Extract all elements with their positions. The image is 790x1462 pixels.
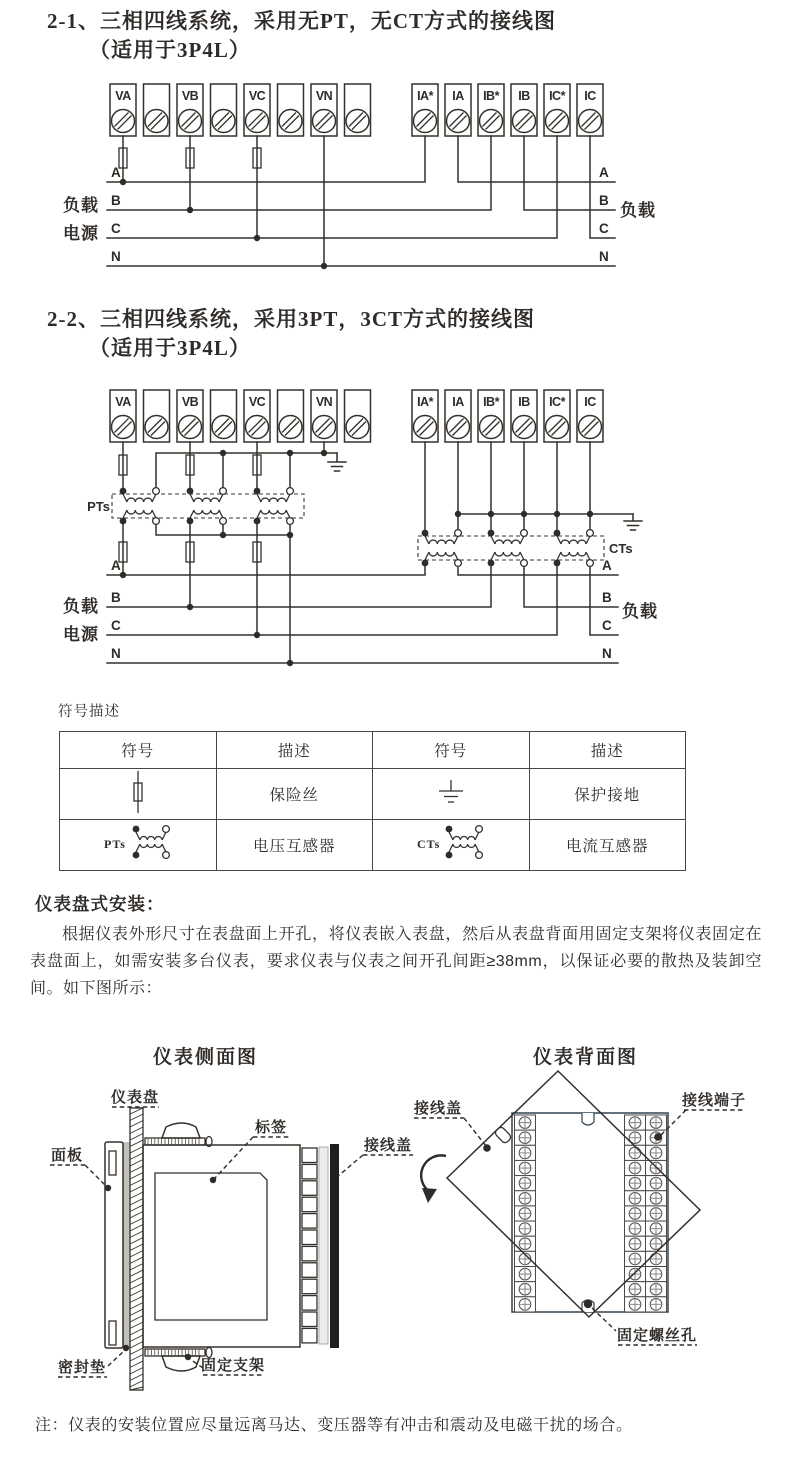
terminal-block-callout: 接线端子 [681,1092,747,1109]
table-row [60,820,686,871]
terminal-label: VC [248,395,266,409]
top-notch [582,1113,594,1125]
diagram1-wiring [107,136,615,266]
diagram2-junction-dots [120,450,593,666]
junction-dot [220,532,226,538]
section-2-2-title-line: 2-2、三相四线系统，采用3PT，3CT方式的接线图 [47,307,535,331]
ct-desc: 电流互感器 [529,820,686,871]
callout-dot [483,1144,491,1152]
terminal-block-cells [302,1148,317,1343]
terminal-screw-icon [179,416,202,439]
terminal-label: IA* [417,89,433,103]
terminal-screw-icon [480,110,503,133]
sticker-callout: 标签 [254,1119,288,1136]
panel-callout: 仪表盘 [110,1089,160,1106]
bracket-callout: 固定支架 [200,1357,266,1374]
phase-label-c-left: C [111,221,121,236]
diagram2-labels [63,499,658,661]
terminal-screw-icon [112,110,135,133]
col-symbol: 符号 [373,732,530,769]
terminal-screw-icon [279,416,302,439]
polarity-dot [254,488,261,495]
gasket-strip [123,1142,130,1348]
terminal-cell [302,1312,317,1327]
polarity-dot [132,851,139,858]
ct-symbol-label: CTs [416,836,440,851]
panel-hatch-lines [130,1108,143,1390]
bracket-clamp-bottom [162,1356,200,1371]
symbol-table [59,731,686,871]
fuse-symbol-cell [60,769,217,820]
rotate-arrowhead [422,1188,437,1203]
terminal-cover-callout: 接线盖 [363,1137,413,1154]
pt-icon [102,823,174,863]
bracket-clamp-top [162,1123,200,1138]
phase-label-c-right: C [602,618,612,633]
terminal-label: IA [452,89,464,103]
ct-symbol-cell [373,820,530,871]
polarity-dot [488,560,495,567]
junction-dot [521,511,527,517]
terminal-screw-icon [346,416,369,439]
terminal-screw-icon [579,110,602,133]
polarity-dot [422,530,429,537]
terminal-cover-callout: 接线盖 [413,1100,463,1117]
wire-phase-b-source [107,566,491,607]
callout-leader [50,1165,106,1186]
junction-dot [321,450,327,456]
terminal-label: IC [584,89,596,103]
callout-dot [654,1133,662,1141]
terminal-label: VC [248,89,266,103]
ground-desc: 保护接地 [529,769,686,820]
junction-dot [455,511,461,517]
junction-dot [220,450,226,456]
mounting-panel [130,1108,143,1390]
load-label-left: 负载 [63,196,99,215]
polarity-dot [422,560,429,567]
terminal-screw-icon [212,110,235,133]
polarity-dot [554,530,561,537]
pt-symbol [254,488,294,525]
source-label-left: 电源 [63,224,99,243]
wire-phase-a-load [458,136,615,182]
top-fixing-screw [145,1123,212,1147]
terminal-screw-icon [414,110,437,133]
polarity-dot [187,488,194,495]
sticker-area [155,1173,267,1320]
diagram2-pt-wiring [112,442,346,663]
terminal-cell [302,1181,317,1196]
phase-label-n-left: N [111,646,121,661]
wire-phase-b-source [107,136,491,210]
terminal-screw-icon [313,110,336,133]
wire-phase-a-source [107,566,425,575]
diagram1-terminal-strip [110,84,603,136]
ct-symbol [488,530,528,567]
gasket-callout: 密封垫 [57,1359,107,1376]
junction-dot [254,632,260,638]
polarity-dot [254,518,261,525]
callout-leader [337,1155,413,1177]
callout-leader [661,1110,745,1135]
diagram2-phase-lines [107,566,618,663]
pt-symbol-label: PTs [103,836,126,851]
wire-phase-a-source [107,136,425,182]
polarity-dot [120,488,127,495]
terminal-label: IA* [417,395,433,409]
phase-label-c-right: C [599,221,609,236]
back-view-figure [413,1071,746,1345]
phase-label-n-left: N [111,249,121,264]
terminal-label: IB* [483,395,499,409]
terminal-screw-icon [513,416,536,439]
junction-dot [120,179,126,185]
load-label-left: 负载 [63,597,99,616]
polarity-dot [445,825,452,832]
screw-hole-callout: 固定螺丝孔 [616,1327,698,1344]
callout-leader [414,1118,486,1146]
terminal-cell [302,1328,317,1343]
pt-desc: 电压互感器 [216,820,373,871]
terminal-screw-icon [112,416,135,439]
ct-icon [415,823,487,863]
bottom-note: 注：仪表的安装位置应尽量远离马达、变压器等有冲击和震动及电磁干扰的场合。 [35,1417,633,1434]
diagram1-junction-dots [120,179,327,269]
pt-symbol [132,825,169,858]
terminal-screw-icon [145,416,168,439]
phase-label-a-left: A [111,558,121,573]
terminal-label: VN [315,89,333,103]
diagram2-terminal-strip [110,390,603,442]
bezel-clip-top [109,1151,116,1175]
callout-dot [105,1185,111,1191]
ground-symbol-cell [373,769,530,820]
terminal-cover-bar [330,1144,339,1348]
pt-symbol-cell [60,820,217,871]
terminal-label: VA [115,395,131,409]
junction-dot [488,511,494,517]
col-desc: 描述 [216,732,373,769]
pt-secondary-bus [156,453,337,488]
symbol-table-header-row [60,732,686,769]
symbol-section-heading: 符号描述 [58,704,120,720]
fuse-desc: 保险丝 [216,769,373,820]
terminal-screw-icon [414,416,437,439]
terminal-screw-icon [546,110,569,133]
wire-phase-c-source [107,566,557,635]
terminal-label: VB [181,89,199,103]
terminal-label: IC* [549,89,565,103]
terminal-cell [302,1148,317,1163]
col-symbol: 符号 [60,732,217,769]
ground-symbol [624,514,642,530]
bezel-clip-bottom [109,1321,116,1345]
terminal-screw-icon [246,110,269,133]
phase-label-a-right: A [602,558,612,573]
terminal-label: IB [518,89,530,103]
polarity-dot [554,560,561,567]
polarity-dot [488,530,495,537]
terminal-screw-icon [279,110,302,133]
phase-label-b-left: B [111,193,121,208]
terminal-screw-icon [145,110,168,133]
screw-hole-dot [584,1300,592,1308]
terminal-cell [302,1279,317,1294]
wire-phase-c-source [107,136,557,238]
junction-dot [321,263,327,269]
terminal-cell [302,1164,317,1179]
phase-label-a-right: A [599,165,609,180]
back-view-title: 仪表背面图 [533,1047,639,1068]
terminal-screw-icon [546,416,569,439]
terminal-label: IA [452,395,464,409]
side-view-figure [50,1088,413,1390]
pts-label: PTs [87,499,110,514]
terminal-cell [302,1214,317,1229]
pt-primary-leads [123,524,257,635]
terminal-label: IC* [549,395,565,409]
terminal-cell [302,1246,317,1261]
phase-label-c-left: C [111,618,121,633]
phase-label-n-right: N [599,249,609,264]
terminal-screw-icon [313,416,336,439]
terminal-spacer-strip [319,1147,328,1344]
terminal-cell [302,1230,317,1245]
section-2-2-subtitle: （适用于3P4L） [89,336,251,360]
rotate-arrow [421,1155,446,1192]
ct-symbol [554,530,594,567]
front-panel-callout: 面板 [50,1147,84,1164]
callout-dot [210,1177,216,1183]
terminal-screw-icon [179,110,202,133]
ct-group-box [418,536,604,560]
pt-symbol [120,488,160,525]
terminal-screw-icon [579,416,602,439]
cover-clip [494,1126,512,1144]
callout-leader [215,1137,289,1178]
install-heading: 仪表盘式安装： [35,894,165,914]
cts-label: CTs [609,541,633,556]
ground-icon [436,779,466,804]
terminal-label: IC [584,395,596,409]
diagram1-labels [63,165,656,264]
ground-symbol [328,453,346,471]
junction-dot [554,511,560,517]
phase-label-a-left: A [111,165,121,180]
terminal-label: VB [181,395,199,409]
terminal-cell [302,1296,317,1311]
load-label-right: 负载 [622,602,658,621]
install-paragraph: 根据仪表外形尺寸在表盘面上开孔，将仪表嵌入表盘，然后从表盘背面用固定支架将仪表固定在表盘面上，如需安装多台仪表，要求仪表与仪表之间开孔间距≥38mm，以保证必要的散热及装卸空间。如下图所示： [30,926,762,997]
terminal-label: IB* [483,89,499,103]
section-2-1-subtitle: （适用于3P4L） [89,38,251,62]
front-bezel [105,1142,123,1348]
meter-body [143,1145,300,1347]
terminal-cell [302,1263,317,1278]
phase-label-b-right: B [599,193,609,208]
junction-dot [187,604,193,610]
polarity-dot [132,825,139,832]
callout-dot [185,1354,191,1360]
terminal-screw-icon [447,110,470,133]
terminal-screw-icon [246,416,269,439]
junction-dot [287,450,293,456]
col-desc: 描述 [529,732,686,769]
terminal-label: IB [518,395,530,409]
callout-dot [123,1345,129,1351]
polarity-dot [187,518,194,525]
source-label-left: 电源 [63,625,99,644]
pt-symbol [187,488,227,525]
junction-dot [287,660,293,666]
fuse-icon [128,770,148,814]
ct-symbol [445,825,482,858]
terminal-screw-icon [212,416,235,439]
wire-phase-a-load [458,566,618,575]
junction-dot [587,511,593,517]
terminal-label: VN [315,395,333,409]
junction-dot [120,572,126,578]
pt-primary-common-bus [156,524,290,663]
terminal-screw-icon [447,416,470,439]
table-row [60,769,686,820]
side-view-title: 仪表侧面图 [153,1047,259,1068]
ct-symbol [422,530,462,567]
junction-dot [254,235,260,241]
phase-label-b-left: B [111,590,121,605]
phase-label-b-right: B [602,590,612,605]
polarity-dot [120,518,127,525]
load-label-right: 负载 [620,201,656,220]
junction-dot [287,532,293,538]
terminal-screw-icon [480,416,503,439]
section-2-1-title-line: 2-1、三相四线系统，采用无PT，无CT方式的接线图 [47,9,556,33]
terminal-cell [302,1197,317,1212]
terminal-screw-icon [513,110,536,133]
polarity-dot [445,851,452,858]
junction-dot [187,207,193,213]
screw-head-icon [206,1348,212,1358]
terminal-screw-icon [346,110,369,133]
terminal-label: VA [115,89,131,103]
phase-label-n-right: N [602,646,612,661]
